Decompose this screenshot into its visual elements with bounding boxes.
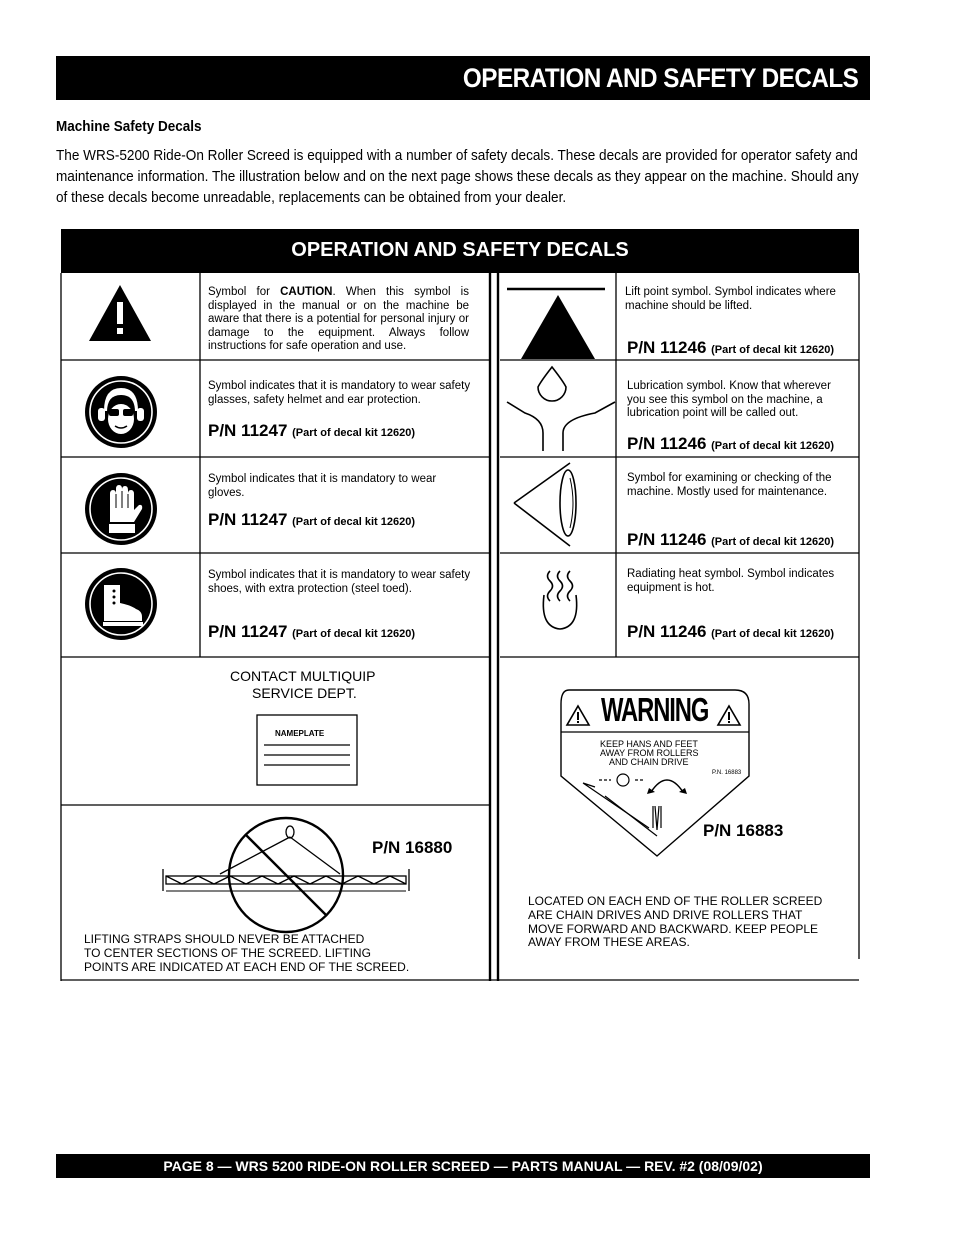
straps-line-3: POINTS ARE INDICATED AT EACH END OF THE SCREED. [84, 960, 410, 974]
caution-text: Symbol for CAUTION. When this symbol is displayed in the manual or on the machine be aware that there is a potential for personal injury or damage to the equipment. Always follow instructions for safe operation and use. [208, 286, 469, 352]
heat-pn: P/N 11246 (Part of decal kit 12620) [627, 622, 835, 641]
glasses-pn: P/N 11247 (Part of decal kit 12620) [208, 421, 416, 440]
examine-text: Symbol for examining or checking of the machine. Mostly used for maintenance. [627, 472, 832, 498]
glasses-text: Symbol indicates that it is mandatory to wear safety glasses, safety helmet and ear protection. [208, 380, 471, 406]
lubrication-text: Lubrication symbol. Know that wherever you see this symbol on the machine, a lubrication point will be called out. [627, 380, 831, 419]
page-footer-text: PAGE 8 — WRS 5200 RIDE-ON ROLLER SCREED — PARTS MANUAL — REV. #2 (08/09/02) [163, 1158, 763, 1174]
lubrication-pn: P/N 11246 (Part of decal kit 12620) [627, 434, 835, 453]
gloves-pn: P/N 11247 (Part of decal kit 12620) [208, 510, 416, 529]
gloves-text: Symbol indicates that it is mandatory to wear gloves. [208, 473, 437, 499]
warning-small-pn: P.N. 16883 [712, 770, 742, 776]
panel-header [61, 229, 859, 273]
straps-line-2: TO CENTER SECTIONS OF THE SCREED. LIFTING [84, 946, 371, 960]
safety-shoes-icon [84, 567, 158, 641]
intro-paragraph: The WRS-5200 Ride-On Roller Screed is equipped with a number of safety decals. These decals are provided for operator safety and maintenance information. The illustration below and on the next page shows these decals as they appear on the machine. Should any of these decals become unreadable, replacements can be obtained from your dealer. [56, 147, 859, 206]
warning-line-2: AWAY FROM ROLLERS [600, 748, 699, 758]
section-heading: Machine Safety Decals [56, 118, 202, 135]
lift-point-icon [505, 287, 605, 362]
chain-line-1: LOCATED ON EACH END OF THE ROLLER SCREED [528, 894, 823, 908]
contact-line-2: SERVICE DEPT. [252, 685, 357, 701]
decals-panel [60, 229, 860, 981]
gloves-icon [84, 472, 158, 546]
shoes-text: Symbol indicates that it is mandatory to wear safety shoes, with extra protection (steel toed). [208, 569, 471, 595]
shoes-pn: P/N 11247 (Part of decal kit 12620) [208, 622, 416, 641]
page-header-bar [56, 56, 870, 100]
heat-text: Radiating heat symbol. Symbol indicates equipment is hot. [627, 568, 835, 594]
warning-word: WARNING [601, 691, 709, 728]
caution-triangle-icon [88, 284, 152, 342]
lifting-straps-prohibited-icon [160, 819, 420, 937]
page-footer-bar [56, 1154, 870, 1178]
warning-line-3: AND CHAIN DRIVE [609, 757, 689, 767]
chain-line-2: ARE CHAIN DRIVES AND DRIVE ROLLERS THAT [528, 908, 803, 922]
straps-line-1: LIFTING STRAPS SHOULD NEVER BE ATTACHED [84, 932, 365, 946]
chain-line-3: MOVE FORWARD AND BACKWARD. KEEP PEOPLE [528, 922, 819, 936]
contact-line-1: CONTACT MULTIQUIP [230, 668, 376, 684]
nameplate-box [256, 714, 358, 786]
lubrication-icon [505, 367, 615, 452]
safety-glasses-helmet-icon [84, 375, 158, 449]
panel-title: OPERATION AND SAFETY DECALS [291, 239, 629, 261]
lift-point-pn: P/N 11246 (Part of decal kit 12620) [627, 338, 835, 357]
examine-pn: P/N 11246 (Part of decal kit 12620) [627, 530, 835, 549]
warning-pn: P/N 16883 [703, 821, 784, 840]
lift-point-text: Lift point symbol. Symbol indicates where machine should be lifted. [625, 286, 836, 312]
chain-line-4: AWAY FROM THESE AREAS. [528, 935, 690, 949]
radiating-heat-icon [538, 567, 586, 633]
nameplate-label: NAMEPLATE [275, 729, 325, 738]
straps-pn: P/N 16880 [372, 838, 453, 857]
warning-line-1: KEEP HANS AND FEET [600, 739, 698, 749]
page-title: OPERATION AND SAFETY DECALS [462, 63, 858, 93]
examine-eye-icon [512, 458, 582, 550]
